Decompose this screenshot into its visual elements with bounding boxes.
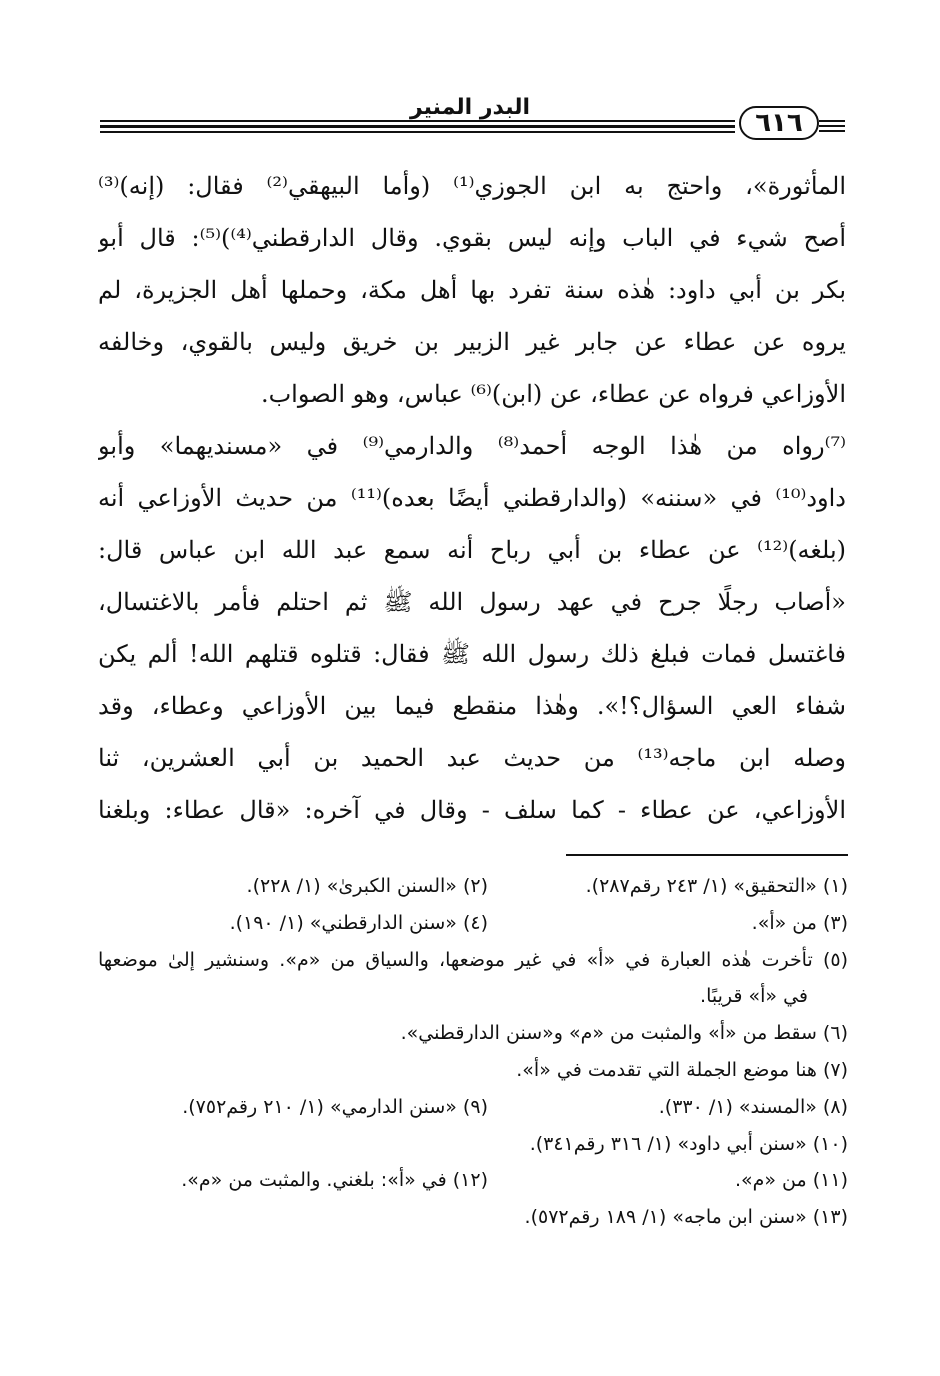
footnote-5-continued: في «أ» قريبًا.: [700, 985, 808, 1008]
text-line: ⁽⁷⁾رواه من هٰذا الوجه أحمد⁽⁸⁾ والدارمي⁽⁹⁾ في «مسنديهما» وأبو: [98, 432, 846, 460]
book-title: البدر المنير: [409, 95, 530, 120]
main-text: [98, 160, 846, 836]
footnote-separator: [566, 854, 848, 856]
footnote-7: (٧) هنا موضع الجملة التي تقدمت في «أ».: [516, 1058, 848, 1081]
text-line: المأثورة»، واحتج به ابن الجوزي⁽¹⁾ (وأما البيهقي⁽²⁾ فقال: (إنه)⁽³⁾: [98, 172, 846, 200]
text-line: الأوزاعي، عن عطاء - كما سلف - وقال في آخره: «قال عطاء: وبلغنا: [98, 796, 846, 824]
text-line: شفاء العي السؤال؟!». وهٰذا منقطع فيما بين الأوزاعي وعطاء، وقد: [98, 692, 846, 720]
footnote-11: (١١) من «م».: [734, 1169, 848, 1192]
footnote-row: [98, 868, 848, 905]
footnotes: [98, 868, 848, 1236]
text-line: (بلغه)⁽¹²⁾ عن عطاء بن أبي رباح أنه سمع عبد الله ابن عباس قال:: [98, 536, 846, 564]
footnote-2: (٢) «السنن الكبرىٰ» (١/ ٢٢٨).: [246, 875, 488, 897]
footnote-10: (١٠) «سنن أبي داود» (١/ ٣١٦ رقم٣٤١).: [529, 1132, 848, 1155]
header-rule-right: [819, 120, 845, 135]
footnote-row: [98, 905, 848, 942]
footnote-6: (٦) سقط من «أ» والمثبت من «م» و«سنن الدارقطني».: [400, 1022, 848, 1045]
header-rule: [100, 120, 735, 136]
text-line: يروه عن عطاء عن جابر غير الزبير بن خريق وليس بالقوي، وخالفه: [98, 328, 846, 356]
text-line: «أصاب رجلًا جرح في عهد رسول الله ﷺ ثم احتلم فأمر بالاغتسال،: [98, 588, 846, 616]
text-line: وصله ابن ماجه⁽¹³⁾ من حديث عبد الحميد بن أبي العشرين، ثنا: [98, 744, 846, 772]
footnote-3: (٣) من «أ».: [751, 911, 848, 934]
text-line: أصح شيء في الباب وإنه ليس بقوي. وقال الدارقطني⁽⁴⁾)⁽⁵⁾: قال أبو: [98, 224, 846, 252]
text-line: الأوزاعي فرواه عن عطاء، عن (ابن)⁽⁶⁾ عباس، وهو الصواب.: [260, 380, 846, 408]
footnote-12: (١٢) في «أ»: بلغني. والمثبت من «م».: [181, 1169, 488, 1192]
footnote-1: (١) «التحقيق» (١/ ٢٤٣ رقم٢٨٧).: [585, 875, 848, 897]
footnote-row: [98, 1089, 848, 1126]
footnote-13: (١٣) «سنن ابن ماجه» (١/ ١٨٩ رقم٥٧٢).: [524, 1206, 848, 1229]
page-number: ٦١٦: [739, 106, 819, 140]
footnote-8: (٨) «المسند» (١/ ٣٣٠).: [658, 1095, 848, 1118]
footnote-4: (٤) «سنن الدارقطني» (١/ ١٩٠).: [229, 911, 488, 934]
text-line: داود⁽¹⁰⁾ في «سننه» (والدارقطني أيضًا بعده)⁽¹¹⁾ من حديث الأوزاعي أنه: [98, 484, 846, 512]
page-header: [100, 96, 845, 146]
footnote-9: (٩) «سنن الدارمي» (١/ ٢١٠ رقم٧٥٢).: [182, 1095, 488, 1118]
text-line: فاغتسل فمات فبلغ ذلك رسول الله ﷺ فقال: قتلوه قتلهم الله! ألم يكن: [98, 640, 846, 668]
footnote-5: (٥) تأخرت هٰذه العبارة في «أ» في غير موضعها، والسياق من «م». وسنشير إلىٰ موضعها: [98, 948, 848, 971]
text-line: بكر بن أبي داود: هٰذه سنة تفرد بها أهل مكة، وحملها أهل الجزيرة، لم: [98, 276, 846, 304]
footnote-row: [98, 1162, 848, 1199]
